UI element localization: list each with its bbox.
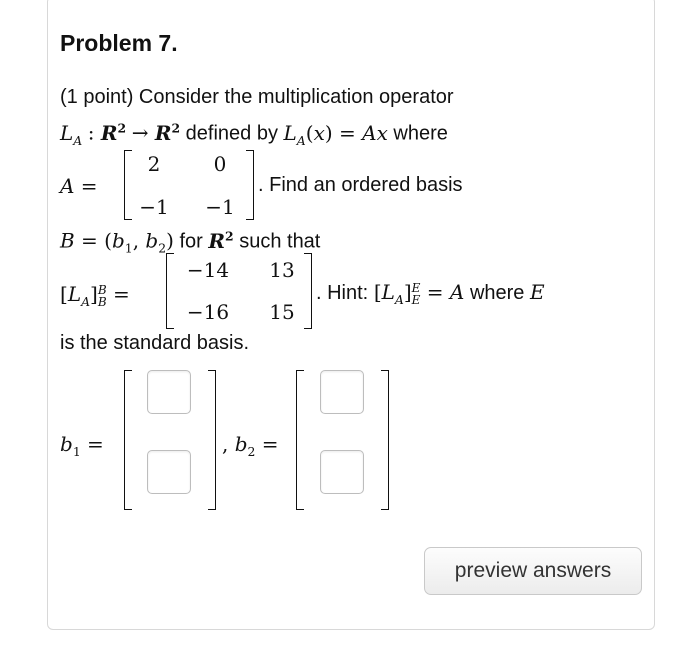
hint-where-text: where [469,282,525,304]
matrix-lab-cell: −14 [186,258,230,282]
codomain-symbol: $R^2$ [154,120,181,145]
matrix-a-cell: 0 [213,152,227,176]
b1-left-bracket [124,370,132,510]
hint-line: . Hint: $[L_A]$ E E = A where E [316,280,545,307]
lab-equals: $[L_A]$ B B = [60,282,130,309]
standard-basis-text: is the standard basis. [60,332,249,354]
preview-answers-button[interactable]: preview answers [424,547,642,595]
basis-definition: $B = (b_1$, $b_2$) for $R^2$ such that [60,228,321,256]
operator-definition [60,120,448,148]
such-that-text: such that [239,230,321,253]
find-basis-text: . Find an ordered basis [258,174,463,196]
b2-entry-2-input[interactable] [320,450,364,494]
b2-left-bracket [296,370,304,510]
problem-title: Problem 7. [60,30,178,56]
where-text: where [393,122,448,145]
b1-label: $b_1$ = [60,432,104,459]
matrix-lab-left-bracket [166,253,174,329]
b1-right-bracket [208,370,216,510]
problem-intro: (1 point) Consider the multiplication operator [60,86,454,108]
colon-symbol: : [87,120,101,145]
operator-symbol: $L_A$ [60,120,83,148]
domain-symbol: $R^2$ [100,120,127,145]
b1-entry-1-input[interactable] [147,370,191,414]
b2-right-bracket [381,370,389,510]
arrow-symbol: → [131,120,155,145]
matrix-lab-cell: 15 [269,300,295,324]
matrix-a-cell: −1 [139,195,169,219]
matrix-a-cell: −1 [205,195,235,219]
b2-label: , $b_2$ = [222,432,279,459]
matrix-lab-cell: −16 [186,300,230,324]
matrix-lab-right-bracket [304,253,312,329]
matrix-a-cell: 2 [147,152,161,176]
b2-entry-1-input[interactable] [320,370,364,414]
b1-entry-2-input[interactable] [147,450,191,494]
a-equals: A = [60,174,98,198]
hint-label: . Hint: [316,282,369,304]
matrix-a-left-bracket [124,150,132,220]
matrix-lab-cell: 13 [269,258,295,282]
defined-by-text: defined by [185,122,278,145]
matrix-a-right-bracket [246,150,254,220]
operator-formula: $L_A(x) = Ax$ [283,120,388,148]
